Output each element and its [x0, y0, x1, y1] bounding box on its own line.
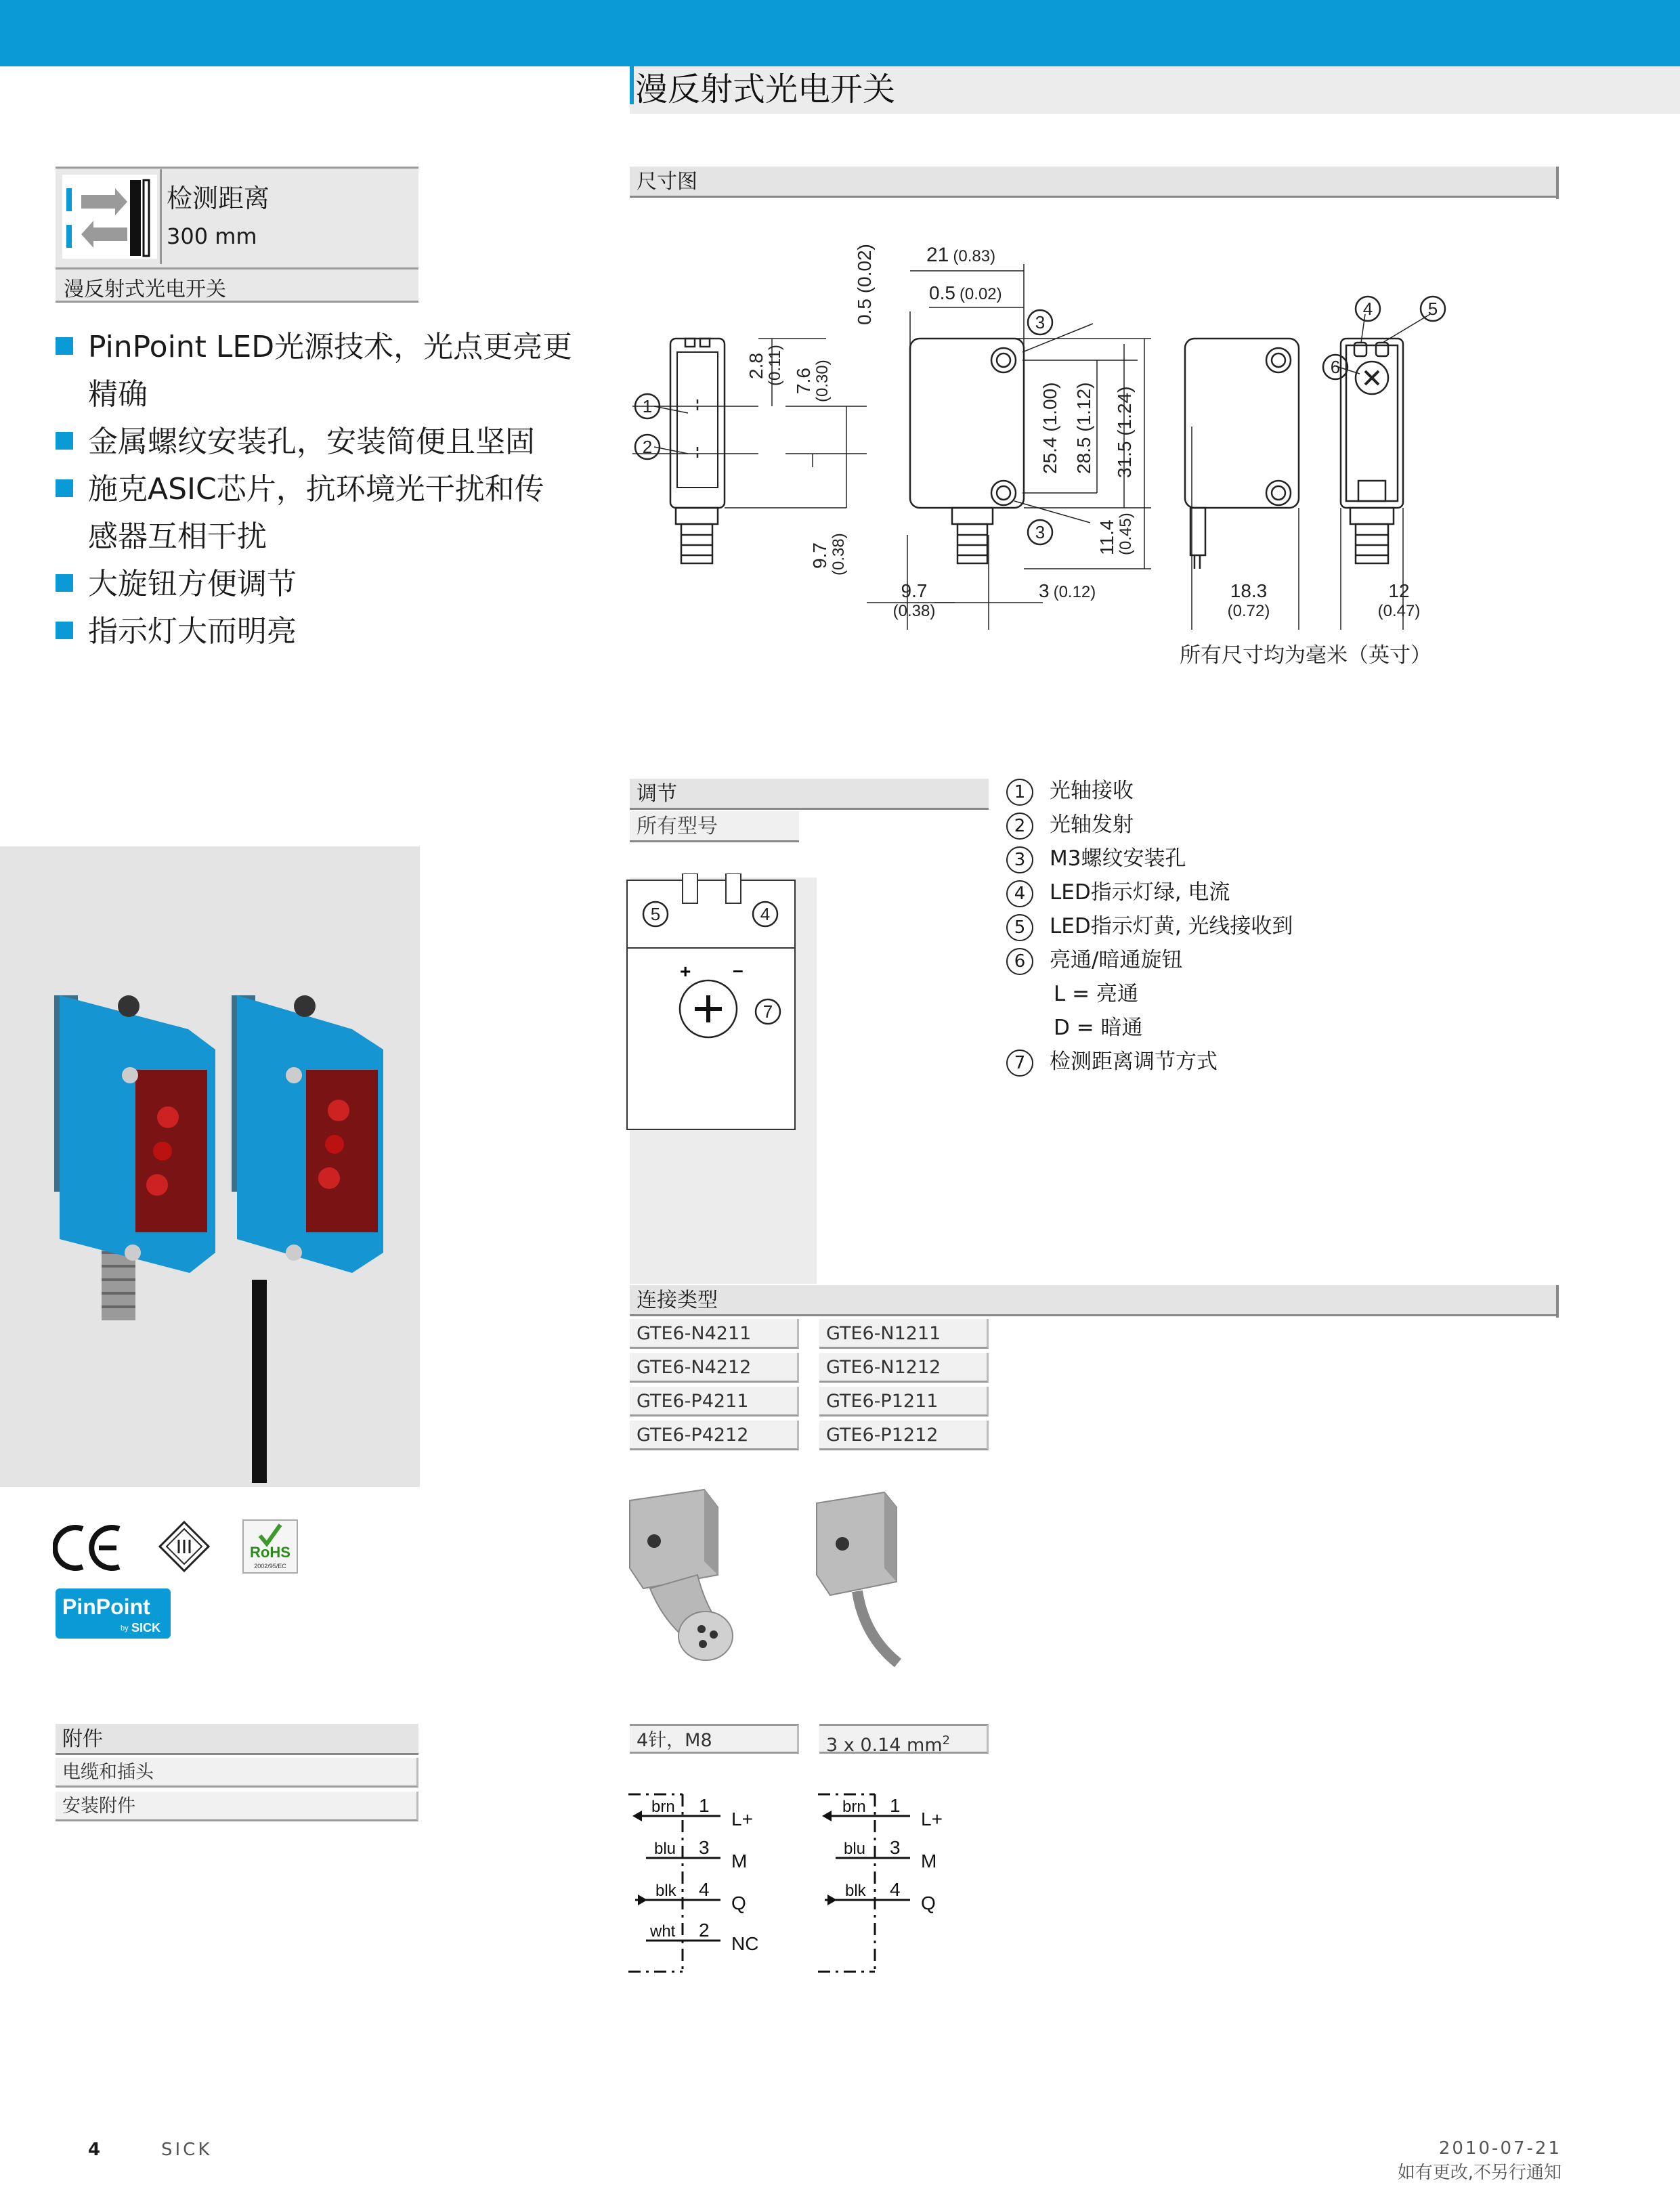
svg-text:RoHS: RoHS	[250, 1544, 290, 1561]
page-number: 4	[88, 2140, 101, 2160]
svg-text:–: –	[733, 959, 744, 980]
feature-item: PinPoint LED光源技术，光点更亮更 精确	[56, 324, 611, 418]
svg-text:NC: NC	[731, 1933, 759, 1954]
bullet-square-icon	[56, 574, 73, 592]
svg-text:11.4: 11.4	[1096, 519, 1117, 555]
accessory-mounting[interactable]: 安装附件	[56, 1792, 418, 1821]
adjustment-diagram	[626, 873, 802, 1131]
legend-item: D = 暗通	[1054, 1016, 1143, 1040]
spec-type: 漫反射式光电开关	[64, 278, 226, 301]
page-title: 漫反射式光电开关	[635, 70, 896, 108]
m8-connector-illustration	[623, 1487, 772, 1676]
bullet-square-icon	[56, 337, 73, 355]
ce-mark-icon	[53, 1523, 123, 1575]
feature-item: 金属螺纹安装孔，安装简便且坚固	[56, 418, 611, 466]
svg-text:by: by	[121, 1624, 129, 1632]
adjustment-heading: 调节	[630, 779, 989, 810]
svg-text:5: 5	[650, 904, 661, 924]
dimension-heading: 尺寸图	[630, 167, 1559, 198]
svg-text:brn: brn	[651, 1798, 675, 1816]
protection-class-iii-icon	[157, 1519, 211, 1576]
feature-item: 大旋钮方便调节	[56, 561, 611, 608]
svg-text:PinPoint: PinPoint	[62, 1595, 150, 1619]
svg-text:5: 5	[1427, 299, 1438, 319]
svg-text:4: 4	[1362, 299, 1373, 319]
svg-text:L+: L+	[921, 1809, 943, 1830]
model-cell: GTE6-N4212	[630, 1353, 799, 1383]
spec-divider	[160, 169, 162, 264]
footer-date: 2010-07-21	[1438, 2138, 1561, 2159]
title-accent	[630, 66, 634, 104]
svg-text:4: 4	[760, 904, 771, 924]
svg-text:(0.30): (0.30)	[813, 360, 832, 402]
wiring-diagram-cable	[815, 1788, 978, 1977]
svg-text:blk: blk	[845, 1882, 866, 1900]
svg-text:3: 3	[1035, 522, 1046, 542]
svg-text:1: 1	[890, 1795, 901, 1816]
svg-text:+: +	[680, 961, 691, 982]
heading-edge	[1556, 167, 1559, 199]
product-photo	[0, 846, 420, 1487]
svg-text:blu: blu	[844, 1840, 866, 1858]
svg-text:(0.72): (0.72)	[1227, 602, 1270, 620]
svg-text:(0.11): (0.11)	[766, 345, 784, 386]
svg-text:6: 6	[1330, 357, 1341, 377]
svg-text:Q: Q	[921, 1892, 936, 1913]
svg-text:0.5(0.02): 0.5 (0.02)	[929, 282, 1002, 303]
svg-text:2: 2	[699, 1920, 710, 1941]
connection-heading: 连接类型	[630, 1285, 1559, 1316]
svg-text:31.5 (1.24): 31.5 (1.24)	[1114, 386, 1135, 478]
svg-text:2.8: 2.8	[746, 353, 767, 379]
feature-item: 施克ASIC芯片，抗环境光干扰和传 感器互相干扰	[56, 466, 611, 561]
header-bar	[0, 0, 1680, 66]
svg-text:(0.38): (0.38)	[830, 533, 848, 576]
legend-item: 5 LED指示灯黄, 光线接收到	[1006, 913, 1293, 947]
svg-text:L+: L+	[731, 1809, 753, 1830]
svg-text:1: 1	[699, 1795, 710, 1816]
svg-text:9.7: 9.7	[901, 580, 928, 601]
model-cell: GTE6-N1212	[819, 1353, 989, 1383]
legend-item: 6 亮通/暗通旋钮	[1006, 947, 1182, 980]
pinpoint-logo	[56, 1588, 171, 1639]
svg-text:0.5 (0.02): 0.5 (0.02)	[854, 244, 875, 325]
model-cell: GTE6-N4211	[630, 1319, 799, 1349]
legend-item: 3 M3螺纹安装孔	[1006, 845, 1186, 879]
svg-text:7: 7	[762, 1001, 773, 1022]
svg-text:21(0.83): 21 (0.83)	[926, 244, 996, 266]
svg-text:M: M	[731, 1851, 748, 1872]
feature-item: 指示灯大而明亮	[56, 608, 611, 655]
connector-type-cable: 3 x 0.14 $mm^2$	[819, 1724, 989, 1754]
svg-text:3: 3	[699, 1837, 710, 1858]
svg-text:2002/95/EC: 2002/95/EC	[254, 1563, 286, 1570]
svg-text:3: 3	[890, 1837, 901, 1858]
spec-value: 300 mm	[167, 223, 257, 249]
dimension-drawing	[623, 223, 1463, 684]
cable-connector-illustration	[810, 1487, 932, 1676]
legend-item: 7 检测距离调节方式	[1006, 1048, 1218, 1082]
spec-label: 检测距离	[167, 183, 270, 213]
svg-text:blk: blk	[655, 1882, 676, 1900]
svg-text:(0.45): (0.45)	[1117, 513, 1135, 555]
legend-item: 1 光轴接收	[1006, 777, 1134, 811]
svg-text:7.6: 7.6	[793, 368, 814, 394]
model-cell: GTE6-N1211	[819, 1319, 989, 1349]
footer-notice: 如有更改,不另行通知	[1397, 2163, 1561, 2183]
accessories-heading: 附件	[56, 1724, 418, 1755]
accessory-cables[interactable]: 电缆和插头	[56, 1758, 418, 1788]
model-cell: GTE6-P4211	[630, 1387, 799, 1416]
svg-text:blu: blu	[654, 1840, 676, 1858]
legend-item: 4 LED指示灯绿, 电流	[1006, 879, 1230, 913]
svg-text:(0.38): (0.38)	[892, 602, 936, 620]
svg-text:(0.47): (0.47)	[1377, 602, 1421, 620]
svg-text:Q: Q	[731, 1892, 746, 1913]
svg-text:M: M	[921, 1851, 937, 1872]
svg-text:25.4 (1.00): 25.4 (1.00)	[1039, 382, 1060, 474]
svg-text:1: 1	[642, 396, 653, 416]
svg-text:12: 12	[1388, 580, 1410, 601]
svg-text:3(0.12): 3 (0.12)	[1039, 580, 1096, 601]
wiring-diagram-m8	[626, 1788, 788, 1977]
svg-text:2: 2	[642, 437, 653, 457]
rohs-badge	[242, 1519, 298, 1574]
bullet-square-icon	[56, 479, 73, 497]
legend-item: 2 光轴发射	[1006, 811, 1134, 845]
diffuse-reflection-icon	[62, 175, 157, 259]
svg-text:9.7: 9.7	[809, 542, 830, 569]
dimension-unit-note: 所有尺寸均为毫米（英寸）	[1180, 643, 1431, 668]
svg-text:4: 4	[699, 1879, 710, 1900]
svg-text:4: 4	[890, 1879, 901, 1900]
bullet-square-icon	[56, 622, 73, 639]
svg-text:wht: wht	[650, 1922, 676, 1941]
svg-text:SICK: SICK	[131, 1621, 161, 1635]
model-cell: GTE6-P1212	[819, 1421, 989, 1450]
heading-edge	[1556, 1285, 1559, 1318]
legend-item: L = 亮通	[1054, 982, 1138, 1006]
model-cell: GTE6-P4212	[630, 1421, 799, 1450]
svg-text:brn: brn	[842, 1798, 866, 1816]
connector-type-m8: 4针，M8	[630, 1724, 799, 1754]
svg-text:3: 3	[1035, 312, 1046, 332]
svg-text:18.3: 18.3	[1230, 580, 1268, 601]
adjustment-subheading: 所有型号	[630, 811, 799, 842]
model-cell: GTE6-P1211	[819, 1387, 989, 1416]
bullet-square-icon	[56, 432, 73, 450]
svg-text:28.5 (1.12): 28.5 (1.12)	[1073, 382, 1094, 474]
footer-brand: SICK	[161, 2140, 213, 2160]
